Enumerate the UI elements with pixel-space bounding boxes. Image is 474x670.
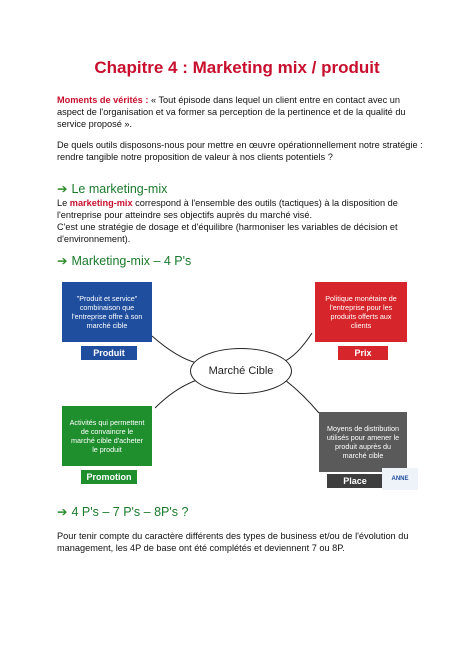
section-heading-text: Marketing-mix – 4 P's (71, 254, 192, 268)
arrow-right-icon: ➔ (57, 505, 68, 519)
produit-label: Produit (81, 346, 137, 360)
place-label: Place (327, 474, 383, 488)
definition-rest: correspond à l'ensemble des outils (tactiques) à la disposition de l'entreprise pour atteindre ses objectifs auprès du marché visé. (57, 198, 398, 220)
moments-text: « Tout épisode dans lequel un client entre en contact avec un aspect de l'organisation et va former sa perception de la pertinence et de la qualité du service proposé ». (57, 95, 406, 129)
page-title: Chapitre 4 : Marketing mix / produit (94, 58, 380, 77)
question-paragraph: De quels outils disposons-nous pour mettre en œuvre opérationnellement notre stratégie : rendre tangible notre proposition de valeur à nos clients potentiels ? (57, 140, 423, 162)
section-heading-marketing-mix (57, 181, 167, 196)
prix-box: Politique monétaire de l'entreprise pour les produits offerts aux clients (315, 282, 407, 342)
section-heading-4ps (57, 253, 191, 268)
section-heading-text: Le marketing-mix (71, 182, 168, 196)
section-heading-text: 4 P's – 7 P's – 8P's ? (71, 505, 189, 519)
strategy-paragraph: C'est une stratégie de dosage et d'équilibre (harmoniser les variables de décision et d'environnement). (57, 222, 398, 244)
prix-label: Prix (338, 346, 388, 360)
arrow-right-icon: ➔ (57, 254, 68, 268)
arrow-right-icon: ➔ (57, 182, 68, 196)
place-box: Moyens de distribution utilisés pour amener le produit auprès du marché cible (319, 412, 407, 472)
definition-prefix: Le (57, 198, 70, 208)
moments-paragraph (57, 94, 427, 130)
promotion-label: Promotion (81, 470, 137, 484)
logo-text: ANNE (391, 476, 409, 482)
ps-evolution-paragraph: Pour tenir compte du caractère différents des types de business et/ou de l'évolution du management, les 4P de base ont été complétés et deviennent 7 ou 8P. (57, 531, 409, 553)
marketing-mix-term: marketing-mix (69, 198, 133, 208)
promotion-box: Activités qui permettent de convaincre le marché cible d'acheter le produit (62, 406, 152, 466)
school-logo (382, 468, 418, 490)
section-heading-7ps (57, 504, 188, 519)
four-ps-diagram (57, 278, 417, 498)
moments-label: Moments de vérités : (57, 95, 149, 105)
produit-box: "Produit et service" combinaison que l'entreprise offre à son marché cible (62, 282, 152, 342)
marketing-mix-definition (57, 197, 427, 221)
target-market-ellipse: Marché Cible (190, 348, 292, 394)
